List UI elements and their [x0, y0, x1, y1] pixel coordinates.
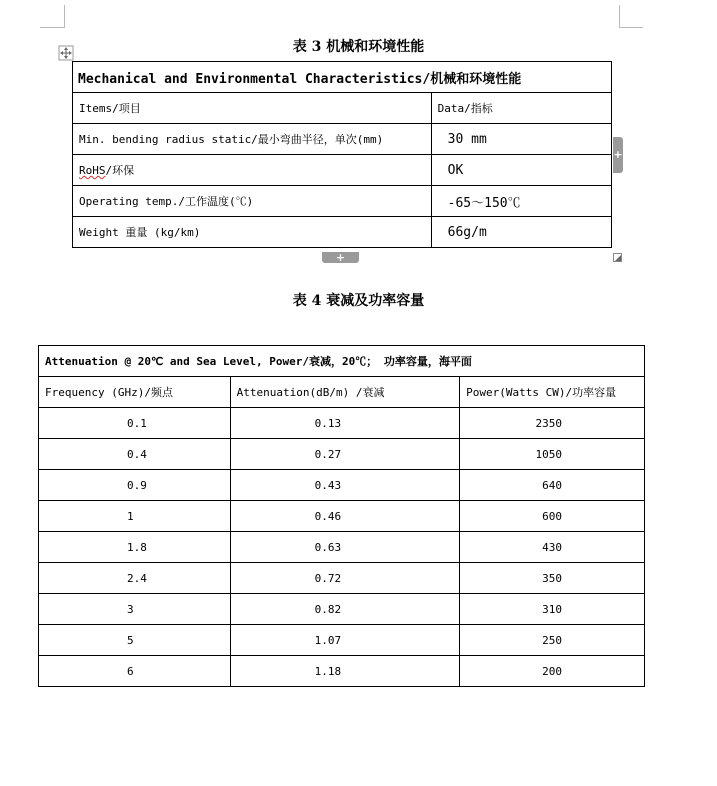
data-column-header[interactable]: Data/指标	[431, 93, 611, 124]
table-row	[39, 532, 645, 563]
item-cell[interactable]	[73, 155, 432, 186]
table-row	[73, 186, 612, 217]
frequency-cell[interactable]: 1.8	[39, 532, 231, 563]
table4-header[interactable]: Attenuation @ 20℃ and Sea Level, Power/衰减，20℃； 功率容量，海平面	[39, 346, 645, 377]
attenuation-cell[interactable]: 0.63	[230, 532, 460, 563]
frequency-cell[interactable]: 3	[39, 594, 231, 625]
frequency-cell[interactable]: 5	[39, 625, 231, 656]
table-row	[73, 155, 612, 186]
add-row-button[interactable]	[322, 252, 359, 263]
value-cell[interactable]: OK	[431, 155, 611, 186]
frequency-cell[interactable]: 0.4	[39, 439, 231, 470]
move-icon[interactable]	[57, 44, 75, 62]
table-row	[39, 470, 645, 501]
power-cell[interactable]: 430	[460, 532, 645, 563]
frequency-cell[interactable]: 1	[39, 501, 231, 532]
attenuation-power-table	[38, 345, 645, 687]
attenuation-cell[interactable]: 0.46	[230, 501, 460, 532]
frequency-cell[interactable]: 0.9	[39, 470, 231, 501]
frequency-column-header[interactable]: Frequency (GHz)/频点	[39, 377, 231, 408]
table3-header[interactable]: Mechanical and Environmental Characteristics/机械和环境性能	[73, 62, 612, 93]
table-row	[39, 501, 645, 532]
item-cell[interactable]: Min. bending radius static/最小弯曲半径，单次(mm)	[73, 124, 432, 155]
frequency-cell[interactable]: 0.1	[39, 408, 231, 439]
power-cell[interactable]: 310	[460, 594, 645, 625]
table-row	[39, 656, 645, 687]
frequency-cell[interactable]: 2.4	[39, 563, 231, 594]
add-column-button[interactable]	[613, 137, 623, 173]
table-row	[39, 563, 645, 594]
crop-mark-left-h	[40, 27, 65, 28]
table-row	[39, 439, 645, 470]
item-cell[interactable]: Operating temp./工作温度(℃)	[73, 186, 432, 217]
table-row	[39, 594, 645, 625]
item-cell[interactable]: Weight 重量 (kg/km)	[73, 217, 432, 248]
value-cell[interactable]: -65～150℃	[431, 186, 611, 217]
plus-icon: +	[613, 148, 623, 161]
table4-caption: 表 4 衰减及功率容量	[292, 293, 425, 309]
attenuation-cell[interactable]: 0.43	[230, 470, 460, 501]
plus-icon: +	[335, 251, 346, 264]
power-column-header[interactable]: Power(Watts CW)/功率容量	[460, 377, 645, 408]
table-row	[39, 625, 645, 656]
attenuation-cell[interactable]: 0.27	[230, 439, 460, 470]
power-cell[interactable]: 200	[460, 656, 645, 687]
power-cell[interactable]: 350	[460, 563, 645, 594]
crop-mark-left-v	[64, 5, 65, 27]
mechanical-characteristics-table	[72, 61, 612, 248]
power-cell[interactable]: 1050	[460, 439, 645, 470]
table-header-row	[73, 62, 612, 93]
power-cell[interactable]: 640	[460, 470, 645, 501]
power-cell[interactable]: 250	[460, 625, 645, 656]
table-header-row	[39, 346, 645, 377]
crop-mark-right-v	[619, 5, 620, 27]
crop-mark-right-h	[619, 27, 643, 28]
frequency-cell[interactable]: 6	[39, 656, 231, 687]
attenuation-cell[interactable]: 0.82	[230, 594, 460, 625]
rohs-text: RoHS	[79, 164, 106, 177]
table-row	[73, 217, 612, 248]
table-row	[39, 377, 645, 408]
value-cell[interactable]: 30 mm	[431, 124, 611, 155]
table3-caption: 表 3 机械和环境性能	[292, 39, 425, 55]
attenuation-cell[interactable]: 1.18	[230, 656, 460, 687]
rohs-suffix: /环保	[105, 164, 135, 177]
attenuation-cell[interactable]: 0.72	[230, 563, 460, 594]
power-cell[interactable]: 600	[460, 501, 645, 532]
attenuation-cell[interactable]: 1.07	[230, 625, 460, 656]
items-column-header[interactable]: Items/项目	[73, 93, 432, 124]
table-row	[73, 93, 612, 124]
power-cell[interactable]: 2350	[460, 408, 645, 439]
value-cell[interactable]: 66g/m	[431, 217, 611, 248]
attenuation-cell[interactable]: 0.13	[230, 408, 460, 439]
table-row	[73, 124, 612, 155]
resize-icon[interactable]	[613, 253, 622, 262]
table-row	[39, 408, 645, 439]
attenuation-column-header[interactable]: Attenuation(dB/m) /衰减	[230, 377, 460, 408]
